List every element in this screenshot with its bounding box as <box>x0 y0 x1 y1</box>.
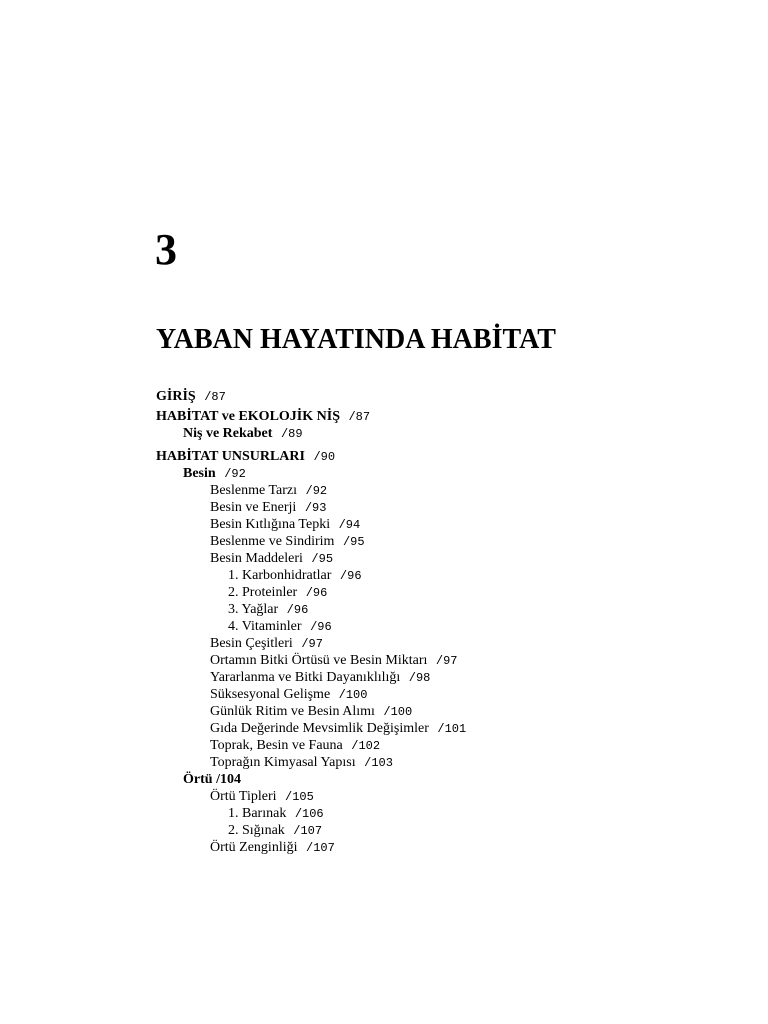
toc-entry-label: 1. Barınak <box>228 806 287 821</box>
toc-entry-habitat-ekolojik-nis <box>156 408 716 425</box>
toc-entry-mevsimlik-degisimler <box>156 720 716 737</box>
toc-entry-ortu <box>156 771 716 788</box>
toc-page-ref: /107 <box>306 841 335 855</box>
toc-page-ref: /98 <box>408 671 431 685</box>
toc-page-ref: /104 <box>216 772 241 787</box>
toc-page-ref: /93 <box>304 501 327 515</box>
toc-page-ref: /106 <box>294 807 324 821</box>
toc-page-ref: /107 <box>293 824 323 838</box>
toc-entry-bitki-ortusu-besin-miktari <box>156 652 716 669</box>
toc-entry-label: Toprak, Besin ve Fauna <box>210 738 343 753</box>
toc-entry-beslenme-ve-sindirim <box>156 533 716 550</box>
toc-page-ref: /97 <box>301 637 323 651</box>
toc-entry-label: 3. Yağlar <box>228 602 279 617</box>
toc-page-ref: /95 <box>342 535 365 549</box>
toc-entry-label: Ortamın Bitki Örtüsü ve Besin Miktarı <box>210 653 428 668</box>
toc-page-ref: /87 <box>204 390 226 404</box>
toc-entry-label: Örtü Zenginliği <box>210 840 298 855</box>
toc-page-ref: /96 <box>305 586 328 600</box>
toc-entry-siginak <box>156 822 716 839</box>
toc-entry-nis-ve-rekabet <box>156 425 716 442</box>
toc-entry-toprak-besin-fauna <box>156 737 716 754</box>
toc-page-ref: /96 <box>310 620 332 634</box>
toc-entry-label: Örtü Tipleri <box>210 789 277 804</box>
toc-entry-label: 4. Vitaminler <box>228 619 302 634</box>
toc-page-ref: /92 <box>224 467 246 481</box>
toc-page-ref: /96 <box>339 569 362 583</box>
table-of-contents <box>156 388 716 856</box>
toc-entry-karbonhidratlar <box>156 567 716 584</box>
toc-entry-vitaminler <box>156 618 716 635</box>
toc-entry-besin-maddeleri <box>156 550 716 567</box>
toc-entry-label: Besin ve Enerji <box>210 500 297 515</box>
toc-entry-besin-kitligina-tepki <box>156 516 716 533</box>
toc-entry-yaglar <box>156 601 716 618</box>
toc-page-ref: /103 <box>364 756 393 770</box>
toc-page-ref: /87 <box>348 410 371 424</box>
toc-page-ref: /102 <box>351 739 381 753</box>
toc-entry-gunluk-ritim-besin-alimi <box>156 703 716 720</box>
toc-page-ref: /94 <box>338 518 361 532</box>
chapter-number: 3 <box>155 225 177 274</box>
toc-entry-ortu-tipleri <box>156 788 716 805</box>
toc-entry-label: Toprağın Kimyasal Yapısı <box>210 755 356 770</box>
toc-entry-label: Süksesyonal Gelişme <box>210 687 331 702</box>
toc-entry-topragin-kimyasal-yapisi <box>156 754 716 771</box>
toc-page-ref: /95 <box>311 552 334 566</box>
toc-entry-label: 1. Karbonhidratlar <box>228 568 332 583</box>
toc-page-ref: /101 <box>437 722 467 736</box>
toc-entry-label: Besin Çeşitleri <box>210 636 293 651</box>
toc-entry-besin <box>156 465 716 482</box>
toc-entry-yararlanma-bitki-dayanikliligi <box>156 669 716 686</box>
toc-page-ref: /96 <box>286 603 309 617</box>
toc-entry-label: Beslenme ve Sindirim <box>210 534 335 549</box>
toc-entry-besin-ve-enerji <box>156 499 716 516</box>
toc-page-ref: /100 <box>338 688 368 702</box>
toc-page-ref: /100 <box>383 705 413 719</box>
toc-entry-label: Niş ve Rekabet <box>183 426 273 441</box>
toc-entry-ortu-zenginligi <box>156 839 716 856</box>
toc-entry-label: Besin <box>183 466 216 481</box>
toc-entry-label: Gıda Değerinde Mevsimlik Değişimler <box>210 721 429 736</box>
toc-entry-label: Yararlanma ve Bitki Dayanıklılığı <box>210 670 401 685</box>
toc-entry-proteinler <box>156 584 716 601</box>
toc-entry-label: 2. Sığınak <box>228 823 285 838</box>
toc-entry-label: Beslenme Tarzı <box>210 483 298 498</box>
toc-page-ref: /97 <box>435 654 458 668</box>
toc-entry-label: HABİTAT ve EKOLOJİK NİŞ <box>156 409 340 424</box>
toc-entry-label: Besin Kıtlığına Tepki <box>210 517 331 532</box>
toc-entry-label: Günlük Ritim ve Besin Alımı <box>210 704 375 719</box>
toc-page-ref: /105 <box>285 790 314 804</box>
toc-entry-suksesyonal-gelisme <box>156 686 716 703</box>
toc-entry-label: GİRİŞ <box>156 389 196 404</box>
toc-page-ref: /90 <box>313 450 336 464</box>
toc-entry-label: Besin Maddeleri <box>210 551 303 566</box>
toc-entry-besin-cesitleri <box>156 635 716 652</box>
toc-entry-label: Örtü <box>183 772 213 787</box>
toc-page-ref: /89 <box>280 427 303 441</box>
toc-entry-label: 2. Proteinler <box>228 585 298 600</box>
toc-entry-habitat-unsurlari <box>156 448 716 465</box>
toc-entry-giris <box>156 388 716 405</box>
toc-entry-beslenme-tarzi <box>156 482 716 499</box>
toc-entry-label: HABİTAT UNSURLARI <box>156 449 305 464</box>
toc-entry-barinak <box>156 805 716 822</box>
chapter-title: YABAN HAYATINDA HABİTAT <box>156 324 556 355</box>
toc-page-ref: /92 <box>305 484 328 498</box>
